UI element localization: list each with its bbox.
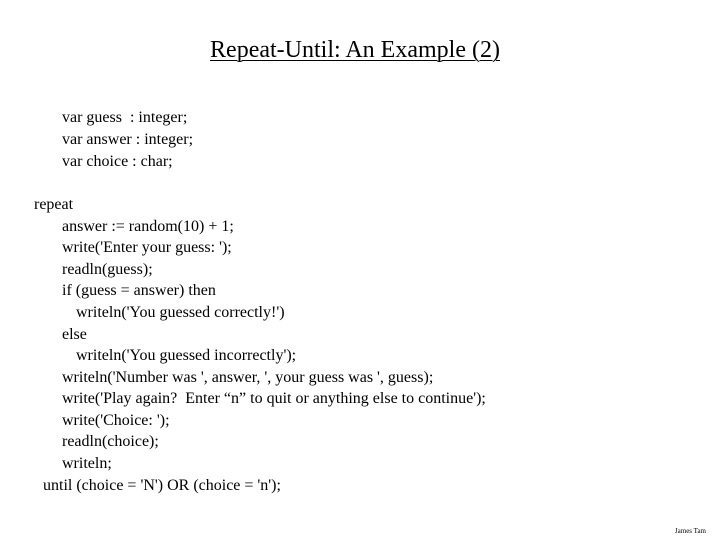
declaration-line: var guess : integer; [62,109,188,126]
code-line: writeln('Number was ', answer, ', your guess was ', guess); [62,369,434,386]
code-line: write('Enter your guess: '); [62,239,232,256]
slide-title: Repeat-Until: An Example (2) [210,37,500,63]
code-line: writeln; [62,455,112,472]
code-line: readln(choice); [62,433,159,450]
code-line: answer := random(10) + 1; [62,218,234,235]
author-footer: James Tam [674,527,706,535]
code-line: writeln('You guessed incorrectly'); [76,347,297,364]
code-line: else [62,326,87,343]
code-line: readln(guess); [62,261,153,278]
code-line: write('Choice: '); [62,412,170,429]
code-line: write('Play again? Enter “n” to quit or anything else to continue'); [62,390,486,407]
code-line: repeat [34,196,74,213]
code-line: writeln('You guessed correctly!') [76,304,285,321]
code-line: if (guess = answer) then [62,282,216,299]
declaration-line: var answer : integer; [62,131,194,148]
code-line: until (choice = 'N') OR (choice = 'n'); [43,477,281,494]
declaration-line: var choice : char; [62,153,173,170]
